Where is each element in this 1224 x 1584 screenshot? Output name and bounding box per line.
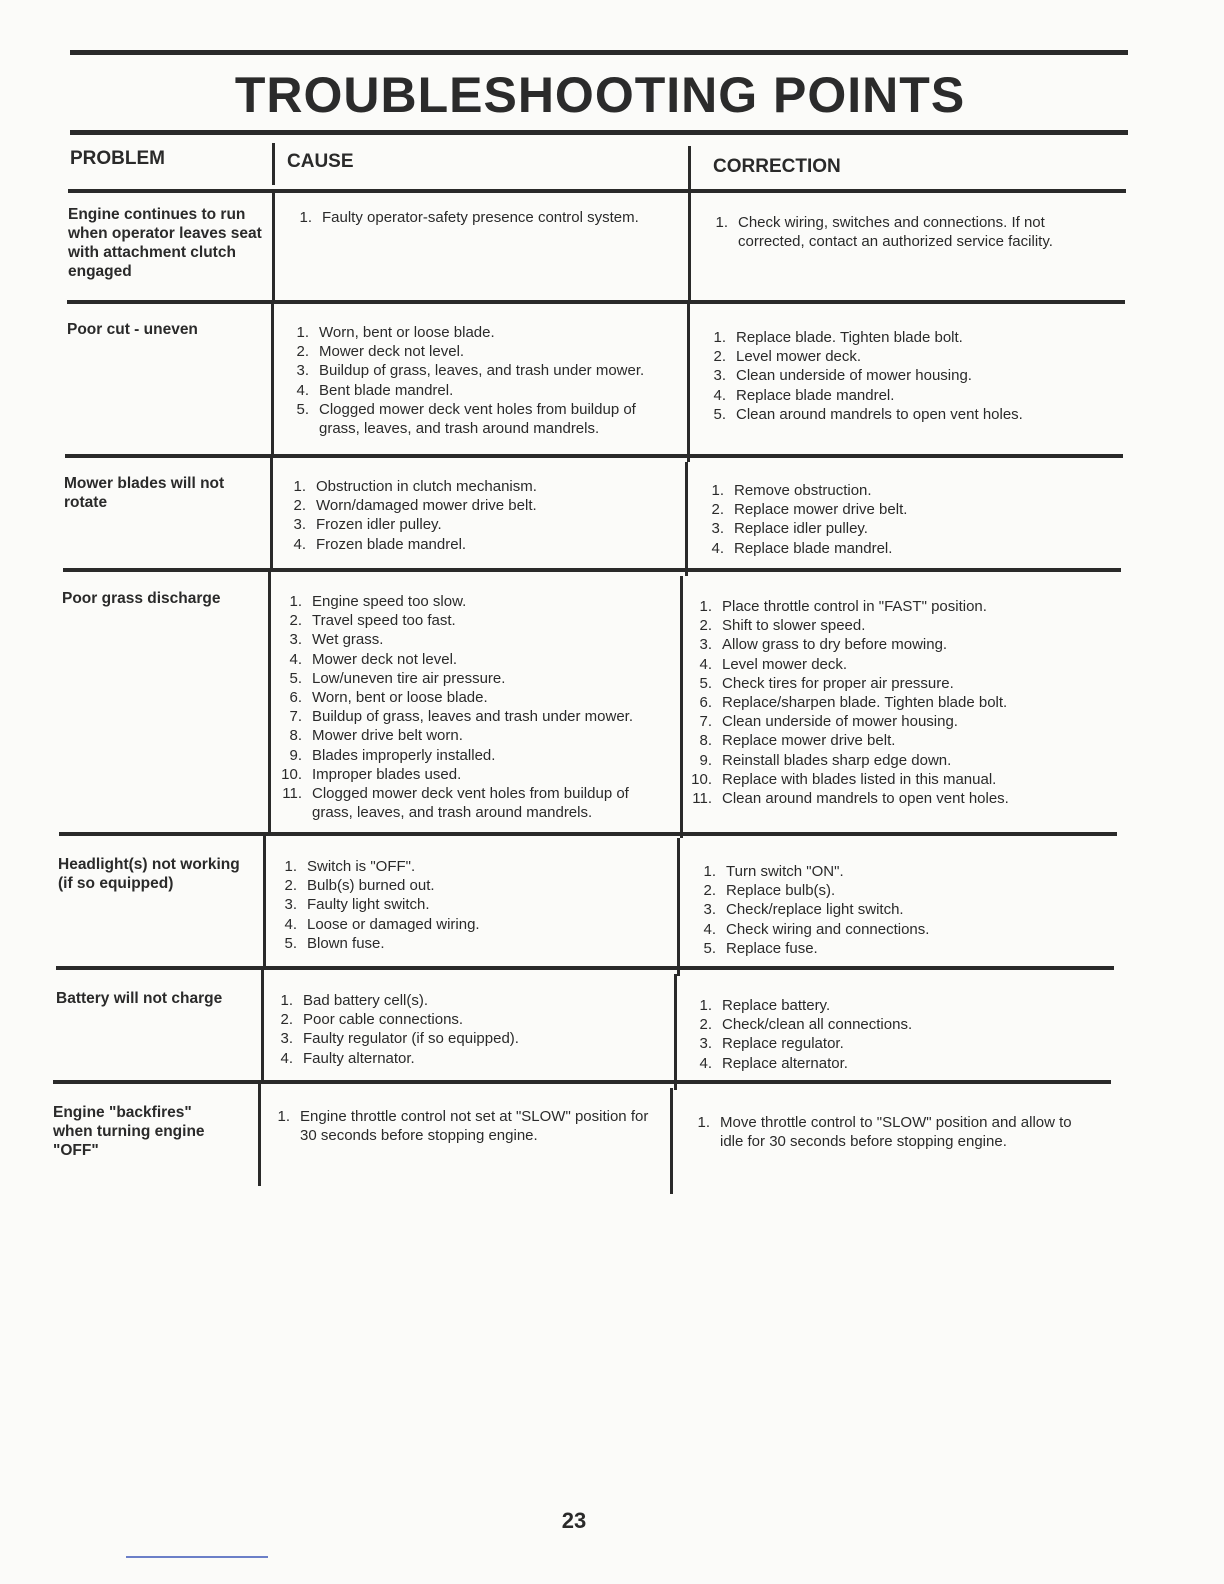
cause-column-divider: [270, 454, 273, 570]
cause-list: [284, 477, 669, 554]
cause-text: Mower deck not level.: [312, 650, 458, 668]
list-item: 4. Level mower deck.: [699, 655, 848, 673]
cause-text: Bulb(s) burned out.: [307, 877, 435, 895]
cause-text: Engine speed too slow.: [312, 593, 467, 610]
correction-text: Check wiring, switches and connections. If not corrected, contact an authorized service facility.: [738, 214, 1053, 251]
list-item: 1. Switch is "OFF".: [284, 858, 416, 875]
list-item: 5. Clogged mower deck vent holes from buildup of grass, leaves, and trash around mandrels.: [296, 400, 636, 438]
cause-column-divider: [272, 143, 275, 185]
list-item: 4. Faulty alternator.: [280, 1049, 415, 1067]
list-item: 2. Poor cable connections.: [280, 1011, 464, 1029]
correction-column-divider: [680, 576, 683, 838]
list-item: 3. Faulty light switch.: [284, 896, 430, 914]
list-item: 1. Turn switch "ON".: [703, 863, 844, 880]
list-item: 2. Worn/damaged mower drive belt.: [293, 497, 537, 515]
correction-text: Replace bulb(s).: [726, 882, 836, 900]
cause-list: [280, 592, 665, 822]
list-item: 7. Clean underside of mower housing.: [699, 713, 958, 731]
cause-text: Engine throttle control not set at "SLOW" position for 30 seconds before stopping engine.: [300, 1108, 649, 1145]
page-number: 23: [561, 1508, 587, 1533]
cause-text: Mower drive belt worn.: [312, 727, 463, 745]
correction-text: Clean underside of mower housing.: [736, 367, 972, 385]
correction-text: Reinstall blades sharp edge down.: [722, 751, 952, 769]
list-item: 1. Replace blade. Tighten blade bolt.: [713, 329, 963, 346]
cause-text: Wet grass.: [312, 631, 384, 649]
list-item: 4. Check wiring and connections.: [703, 920, 930, 938]
list-item: 5. Low/uneven tire air pressure.: [289, 669, 506, 687]
cause-text: Faulty operator-safety presence control system.: [322, 209, 639, 226]
list-item: 1. Faulty operator-safety presence control system.: [299, 209, 639, 226]
problem-text: Battery will not charge: [56, 990, 223, 1007]
list-item: 5. Blown fuse.: [284, 934, 385, 952]
cause-text: Frozen blade mandrel.: [316, 535, 467, 553]
correction-column-divider: [687, 304, 690, 462]
list-item: 2. Shift to slower speed.: [699, 617, 866, 635]
list-item: 2. Replace mower drive belt.: [711, 501, 908, 519]
correction-list: [706, 213, 1096, 251]
list-item: 3. Wet grass.: [289, 631, 384, 649]
cause-text: Poor cable connections.: [303, 1011, 464, 1029]
correction-text: Replace mower drive belt.: [722, 732, 896, 750]
row-divider: [65, 454, 1123, 458]
header-correction: CORRECTION: [713, 156, 841, 177]
correction-text: Shift to slower speed.: [722, 617, 866, 635]
cause-text: Clogged mower deck vent holes from buildup of grass, leaves, and trash around mandrels.: [319, 400, 636, 438]
list-item: 3. Faulty regulator (if so equipped).: [280, 1030, 519, 1048]
cause-text: Improper blades used.: [312, 765, 462, 783]
list-item: 4. Replace blade mandrel.: [713, 386, 895, 404]
correction-text: Replace mower drive belt.: [734, 501, 908, 519]
list-item: 6. Replace/sharpen blade. Tighten blade bolt.: [699, 694, 1008, 712]
list-item: 11. Clogged mower deck vent holes from buildup of grass, leaves, and trash around mandrels.: [282, 785, 629, 822]
correction-list: [704, 328, 1099, 424]
list-item: 3. Frozen idler pulley.: [293, 516, 442, 534]
list-item: 1. Check wiring, switches and connections. If not corrected, contact an authorized service facility.: [715, 214, 1053, 251]
cause-column-divider: [268, 568, 271, 832]
list-item: 1. Place throttle control in "FAST" position.: [699, 598, 987, 615]
correction-text: Check/replace light switch.: [726, 901, 904, 919]
list-item: 4. Loose or damaged wiring.: [284, 915, 480, 933]
problem-text: Poor cut - uneven: [67, 321, 198, 338]
list-item: 2. Replace bulb(s).: [703, 882, 836, 900]
cause-text: Buildup of grass, leaves and trash under mower.: [312, 708, 634, 726]
cause-text: Bent blade mandrel.: [319, 381, 454, 399]
correction-text: Replace blade mandrel.: [734, 539, 893, 557]
cause-text: Faulty regulator (if so equipped).: [303, 1030, 519, 1048]
list-item: 8. Replace mower drive belt.: [699, 732, 896, 750]
correction-text: Check wiring and connections.: [726, 920, 930, 938]
row-divider: [56, 966, 1114, 970]
correction-text: Replace regulator.: [722, 1035, 844, 1053]
cause-text: Low/uneven tire air pressure.: [312, 669, 506, 687]
cause-text: Clogged mower deck vent holes from buildup of grass, leaves, and trash around mandrels.: [312, 785, 629, 822]
cause-text: Worn/damaged mower drive belt.: [316, 497, 537, 515]
row-divider: [59, 832, 1117, 836]
cause-list: [287, 323, 672, 438]
cause-text: Travel speed too fast.: [312, 612, 456, 630]
cause-text: Worn, bent or loose blade.: [319, 324, 495, 341]
list-item: 3. Check/replace light switch.: [703, 901, 904, 919]
problem-text: Engine continues to run when operator leaves seat with attachment clutch engaged: [68, 206, 262, 280]
cause-text: Faulty alternator.: [303, 1049, 415, 1067]
list-item: 1. Worn, bent or loose blade.: [296, 324, 495, 341]
row-divider: [63, 568, 1121, 572]
list-item: 10. Improper blades used.: [281, 765, 462, 783]
page-title: TROUBLESHOOTING POINTS: [234, 67, 966, 123]
cause-text: Bad battery cell(s).: [303, 992, 429, 1009]
correction-text: Replace idler pulley.: [734, 520, 868, 538]
row-divider: [53, 1080, 1111, 1084]
list-item: 10. Replace with blades listed in this manual.: [691, 770, 997, 788]
header-cause: CAUSE: [287, 151, 354, 172]
correction-column-divider: [685, 462, 688, 576]
correction-text: Replace blade. Tighten blade bolt.: [736, 329, 963, 346]
correction-text: Remove obstruction.: [734, 482, 872, 499]
correction-text: Check/clean all connections.: [722, 1016, 913, 1034]
list-item: 5. Replace fuse.: [703, 939, 818, 957]
list-item: 2. Travel speed too fast.: [289, 612, 456, 630]
list-item: 4. Frozen blade mandrel.: [293, 535, 467, 553]
list-item: 3. Replace idler pulley.: [711, 520, 868, 538]
list-item: 7. Buildup of grass, leaves and trash under mower.: [289, 708, 634, 726]
list-item: 1. Engine throttle control not set at "SLOW" position for 30 seconds before stopping engine.: [277, 1108, 649, 1145]
problem-text: Engine "backfires" when turning engine "OFF": [53, 1104, 205, 1159]
list-item: 11. Clean around mandrels to open vent holes.: [692, 790, 1009, 808]
cause-text: Blades improperly installed.: [312, 746, 496, 764]
correction-text: Replace fuse.: [726, 939, 818, 957]
cause-text: Switch is "OFF".: [307, 858, 416, 875]
footer-divider: [126, 1556, 268, 1558]
cause-list: [268, 1107, 663, 1145]
cause-text: Buildup of grass, leaves, and trash under mower.: [319, 362, 645, 380]
cause-text: Faulty light switch.: [307, 896, 430, 914]
cause-column-divider: [258, 1080, 261, 1186]
cause-text: Mower deck not level.: [319, 343, 465, 361]
list-item: 1. Engine speed too slow.: [289, 593, 467, 610]
correction-column-divider: [674, 974, 677, 1090]
list-item: 3. Clean underside of mower housing.: [713, 367, 972, 385]
list-item: 1. Replace battery.: [699, 997, 831, 1014]
cause-column-divider: [263, 832, 266, 970]
list-item: 3. Replace regulator.: [699, 1035, 844, 1053]
list-item: 5. Clean around mandrels to open vent holes.: [713, 405, 1023, 423]
list-item: 9. Blades improperly installed.: [289, 746, 496, 764]
cause-column-divider: [261, 966, 264, 1082]
correction-text: Clean around mandrels to open vent holes.: [736, 405, 1023, 423]
cause-text: Blown fuse.: [307, 934, 385, 952]
list-item: 9. Reinstall blades sharp edge down.: [699, 751, 952, 769]
cause-text: Worn, bent or loose blade.: [312, 689, 488, 707]
list-item: 2. Check/clean all connections.: [699, 1016, 913, 1034]
row-divider: [68, 189, 1126, 193]
problem-text: Mower blades will not rotate: [64, 475, 225, 511]
correction-list: [690, 996, 1085, 1073]
cause-list: [290, 208, 670, 227]
top-rule: [70, 50, 1128, 55]
list-item: 3. Buildup of grass, leaves, and trash under mower.: [296, 362, 645, 380]
correction-text: Clean around mandrels to open vent holes.: [722, 790, 1009, 808]
list-item: 3. Allow grass to dry before mowing.: [699, 636, 948, 654]
list-item: 1. Obstruction in clutch mechanism.: [293, 478, 537, 495]
list-item: 2. Level mower deck.: [713, 348, 862, 366]
list-item: 5. Check tires for proper air pressure.: [699, 674, 954, 692]
cause-list: [271, 991, 656, 1068]
cause-text: Obstruction in clutch mechanism.: [316, 478, 537, 495]
correction-list: [702, 481, 1097, 558]
list-item: 4. Replace blade mandrel.: [711, 539, 893, 557]
correction-text: Place throttle control in "FAST" position.: [722, 598, 987, 615]
list-item: 8. Mower drive belt worn.: [289, 727, 463, 745]
correction-list: [694, 862, 1089, 958]
correction-column-divider: [670, 1088, 673, 1194]
list-item: 4. Replace alternator.: [699, 1054, 848, 1072]
cause-list: [275, 857, 660, 953]
correction-list: [688, 1113, 1088, 1151]
correction-column-divider: [688, 196, 691, 304]
correction-text: Check tires for proper air pressure.: [722, 674, 954, 692]
list-item: 1. Move throttle control to "SLOW" position and allow to idle for 30 seconds before stopping engine.: [697, 1114, 1072, 1151]
correction-text: Move throttle control to "SLOW" position and allow to idle for 30 seconds before stopping engine.: [720, 1114, 1072, 1151]
correction-column-divider: [677, 838, 680, 976]
correction-text: Level mower deck.: [722, 655, 848, 673]
list-item: 4. Mower deck not level.: [289, 650, 458, 668]
correction-list: [690, 597, 1095, 808]
cause-text: Loose or damaged wiring.: [307, 915, 480, 933]
correction-text: Turn switch "ON".: [726, 863, 844, 880]
row-divider: [67, 300, 1125, 304]
correction-text: Replace/sharpen blade. Tighten blade bolt.: [722, 694, 1008, 712]
correction-text: Replace alternator.: [722, 1054, 848, 1072]
problem-text: Poor grass discharge: [62, 590, 221, 607]
list-item: 2. Mower deck not level.: [296, 343, 465, 361]
correction-text: Allow grass to dry before mowing.: [722, 636, 948, 654]
list-item: 6. Worn, bent or loose blade.: [289, 689, 488, 707]
list-item: 4. Bent blade mandrel.: [296, 381, 454, 399]
correction-text: Level mower deck.: [736, 348, 862, 366]
cause-text: Frozen idler pulley.: [316, 516, 442, 534]
list-item: 1. Bad battery cell(s).: [280, 992, 429, 1009]
correction-text: Replace with blades listed in this manual.: [722, 770, 997, 788]
correction-text: Replace battery.: [722, 997, 831, 1014]
header-problem: PROBLEM: [70, 148, 165, 169]
problem-text: Headlight(s) not working (if so equipped): [58, 856, 240, 892]
correction-text: Replace blade mandrel.: [736, 386, 895, 404]
correction-text: Clean underside of mower housing.: [722, 713, 958, 731]
list-item: 2. Bulb(s) burned out.: [284, 877, 435, 895]
title-underline: [70, 130, 1128, 135]
list-item: 1. Remove obstruction.: [711, 482, 872, 499]
